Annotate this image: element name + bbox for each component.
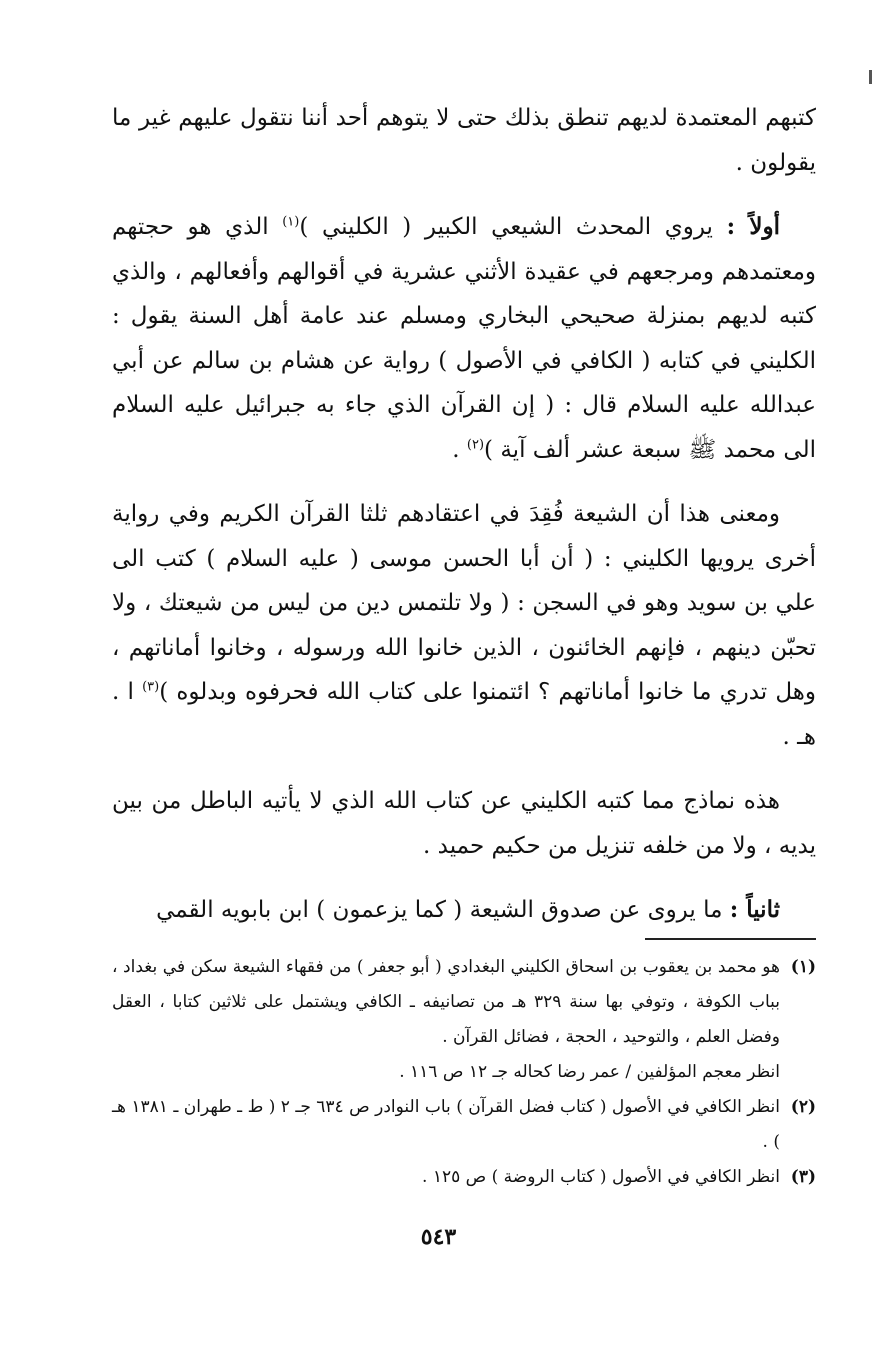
footnote-1-number: (١) <box>790 957 816 977</box>
footnote-ref-3: (٣) <box>142 679 160 695</box>
margin-mark <box>869 70 872 84</box>
paragraph-1-text: كتبهم المعتمدة لديهم تنطق بذلك حتى لا يتوهم أحد أننا نتقول عليهم غير ما يقولون . <box>112 105 816 176</box>
footnote-3 <box>112 1160 816 1195</box>
footnote-3-number: (٣) <box>790 1167 816 1187</box>
paragraph-5-lead: ثانياً : <box>729 896 780 923</box>
footnote-1 <box>112 950 816 1090</box>
paragraph-4-text: هذه نماذج مما كتبه الكليني عن كتاب الله الذي لا يأتيه الباطل من بين يديه ، ولا من خلفه تنزيل من حكيم حميد . <box>112 788 816 859</box>
footnote-1-reference: انظر معجم المؤلفين / عمر رضا كحاله جـ ١٢ ص ١١٦ . <box>399 1062 780 1082</box>
main-text <box>112 96 816 953</box>
paragraph-3 <box>112 492 816 759</box>
paragraph-2-lead: أولاً : <box>726 213 780 240</box>
paragraph-1 <box>112 96 816 185</box>
paragraph-2-text-c: . <box>452 436 467 463</box>
paragraph-2 <box>112 205 816 472</box>
paragraph-2-text-a: يروي المحدث الشيعي الكبير ( الكليني ) <box>299 214 727 240</box>
footnote-2-number: (٢) <box>790 1097 816 1117</box>
paragraph-2-text-b: الذي هو حجتهم ومعتمدهم ومرجعهم في عقيدة الأثني عشرية في أقوالهم وأفعالهم ، والذي كتبه لديهم بمنزلة صحيحي البخاري ومسلم عند عامة أهل السنة يقول : الكليني في كتابه ( الكافي في الأصول ) رواية عن هشام بن سالم عن أبي عبدالله عليه السلام قال : ( إن القرآن الذي جاء به جبرائيل عليه السلام الى محمد ﷺ سبعة عشر ألف آية ) <box>112 214 816 463</box>
footnote-ref-1: (١) <box>282 214 300 230</box>
paragraph-5-text: ما يروى عن صدوق الشيعة ( كما يزعمون ) ابن بابويه القمي <box>156 897 730 923</box>
paragraph-3-text-b: ا . هـ . <box>112 679 816 750</box>
footnotes <box>112 950 816 1195</box>
paragraph-5 <box>112 888 816 933</box>
footnote-1-text: هو محمد بن يعقوب بن اسحاق الكليني البغدادي ( أبو جعفر ) من فقهاء الشيعة سكن في بغداد ، بباب الكوفة ، وتوفي بها سنة ٣٢٩ هـ من تصانيفه ـ الكافي ويشتمل على ثلاثين كتابا ، العقل وفضل العلم ، والتوحيد ، الحجة ، فضائل القرآن . <box>112 957 780 1047</box>
footnote-2 <box>112 1090 816 1160</box>
footnote-2-text: انظر الكافي في الأصول ( كتاب فضل القرآن ) باب النوادر ص ٦٣٤ جـ ٢ ( ط ـ طهران ـ ١٣٨١ هـ ) . <box>112 1097 781 1152</box>
page-number: ٥٤٣ <box>420 1224 457 1250</box>
footnote-3-text: انظر الكافي في الأصول ( كتاب الروضة ) ص ١٢٥ . <box>422 1167 780 1187</box>
footnote-divider <box>645 938 816 940</box>
footnote-ref-2: (٢) <box>466 436 485 452</box>
paragraph-3-text-a: ومعنى هذا أن الشيعة فُقِدَ في اعتقادهم ثلثا القرآن الكريم وفي رواية أخرى يرويها الكليني : ( أن أبا الحسن موسى ( عليه السلام ) كتب الى علي بن سويد وهو في السجن : ( ولا تلتمس دين من ليس من شيعتك ، ولا تحبّن دينهم ، فإنهم الخائنون ، الذين خانوا الله ورسوله ، وخانوا أماناتهم ، وهل تدري ما خانوا أماناتهم ؟ ائتمنوا على كتاب الله فحرفوه وبدلوه ) <box>112 501 817 705</box>
paragraph-4 <box>112 779 816 868</box>
